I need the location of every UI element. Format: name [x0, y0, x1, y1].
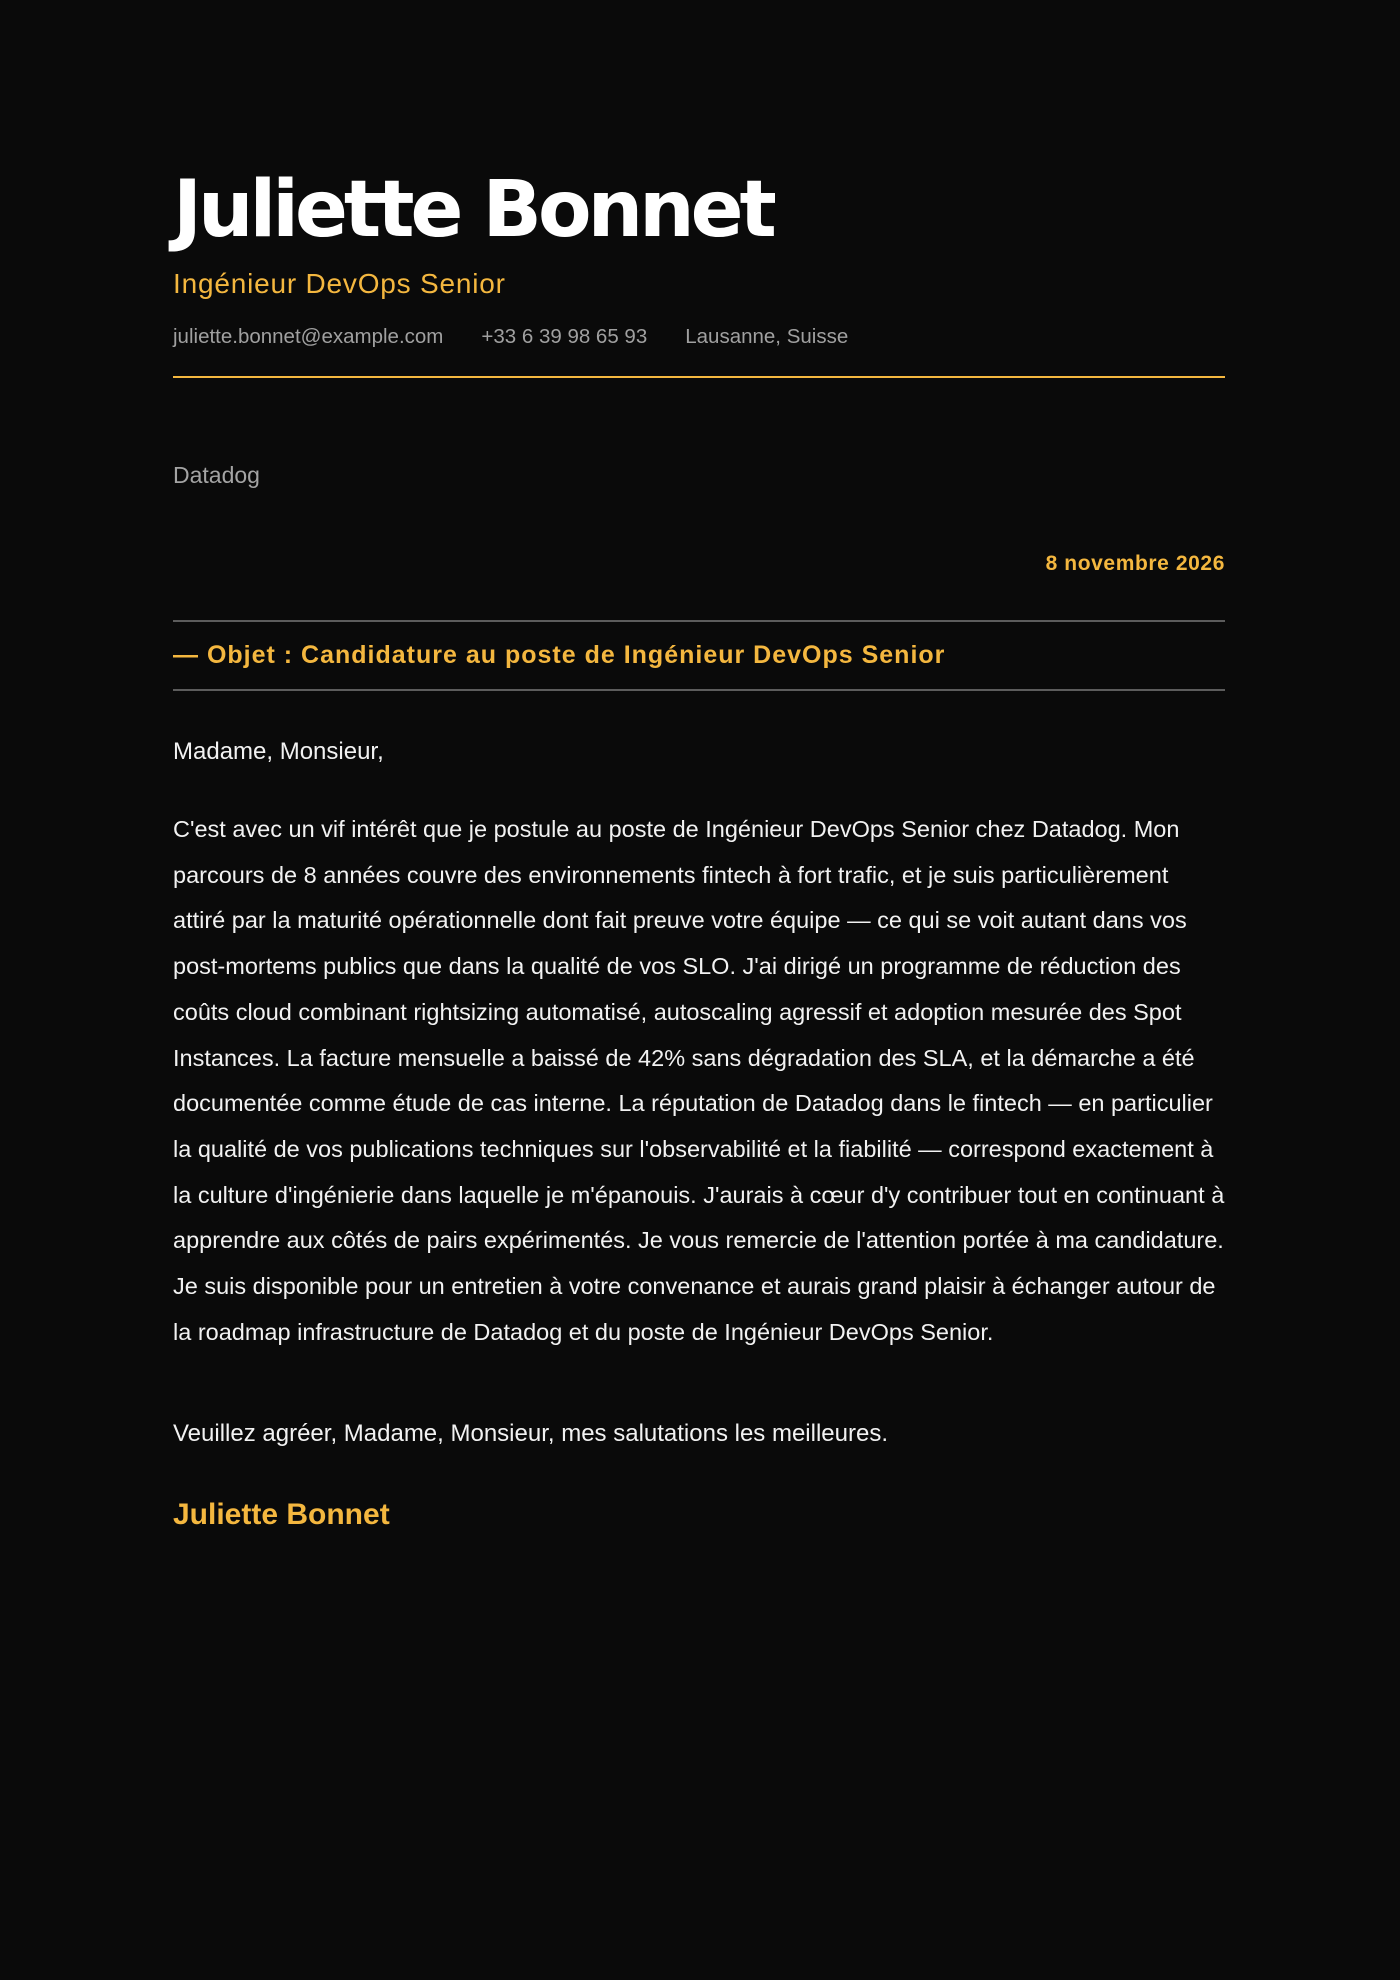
letter-date: 8 novembre 2026: [1045, 552, 1225, 575]
contact-location: Lausanne, Suisse: [685, 325, 849, 348]
applicant-role: Ingénieur DevOps Senior: [173, 268, 506, 299]
contact-email: juliette.bonnet@example.com: [173, 325, 444, 348]
subject-block: [173, 620, 1225, 691]
salutation: Madame, Monsieur,: [173, 738, 384, 765]
contact-phone: +33 6 39 98 65 93: [481, 325, 648, 348]
signature: Juliette Bonnet: [173, 1498, 390, 1532]
letter-header: [173, 160, 1225, 378]
closing-line: Veuillez agréer, Madame, Monsieur, mes salutations les meilleures.: [173, 1420, 889, 1448]
recipient-company: Datadog: [173, 462, 260, 488]
contact-line: [173, 324, 1225, 350]
header-divider: [173, 376, 1225, 378]
letter-body: C'est avec un vif intérêt que je postule au poste de Ingénieur DevOps Senior chez Datadog. Mon parcours de 8 années couvre des environnements fintech à fort trafic, et je suis particulièrement attiré par la maturité opérationnelle dont fait preuve votre équipe — ce qui se voit autant dans vos post-mortems publics que dans la qualité de vos SLO. J'ai dirigé un programme de réduction des coûts cloud combinant rightsizing automatisé, autoscaling agressif et adoption mesurée des Spot Instances. La facture mensuelle a baissé de 42% sans dégradation des SLA, et la démarche a été documentée comme étude de cas interne. La réputation de Datadog dans le fintech — en particulier la qualité de vos publications techniques sur l'observabilité et la fiabilité — correspond exactement à la culture d'ingénierie dans laquelle je m'épanouis. J'aurais à cœur d'y contribuer tout en continuant à apprendre aux côtés de pairs expérimentés. Je vous remercie de l'attention portée à ma candidature. Je suis disponible pour un entretien à votre convenance et aurais grand plaisir à échanger autour de la roadmap infrastructure de Datadog et du poste de Ingénieur DevOps Senior.: [173, 816, 1225, 1345]
letter-content: [173, 160, 1225, 1533]
subject-line: — Objet : Candidature au poste de Ingénieur DevOps Senior: [173, 641, 946, 669]
applicant-name: Juliette Bonnet: [173, 165, 773, 255]
